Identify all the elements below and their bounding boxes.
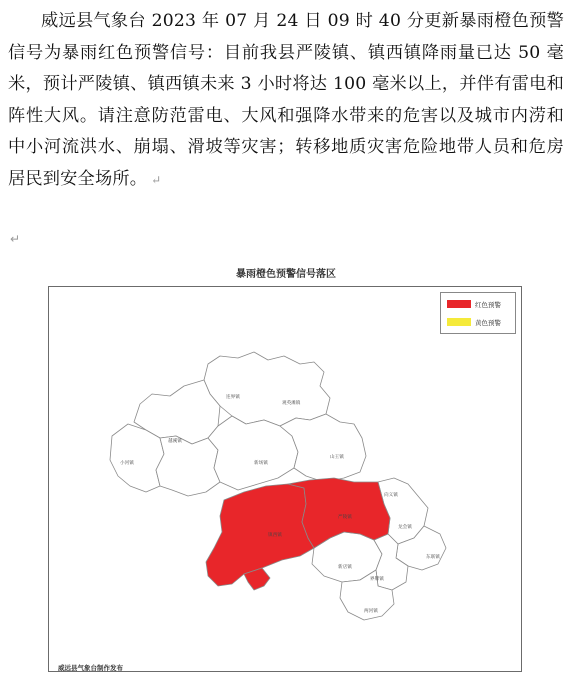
empty-line-mark-icon: ↵ bbox=[10, 232, 21, 246]
town-label-xinchang: 新场镇 bbox=[254, 461, 268, 466]
legend-item-red bbox=[447, 299, 501, 309]
map-region-north bbox=[204, 352, 330, 426]
county-map bbox=[48, 286, 522, 672]
town-label-xiangyi: 向义镇 bbox=[384, 493, 398, 498]
map-title: 暴雨橙色预警信号落区 bbox=[236, 269, 336, 280]
legend-label-red: 红色预警 bbox=[475, 300, 501, 309]
town-label-donglian: 东联镇 bbox=[426, 555, 440, 560]
warning-notice-text: 威远县气象台 2023 年 07 月 24 日 09 时 40 分更新暴雨橙色预警信号为暴雨红色预警信号：目前我县严陵镇、镇西镇降雨量已达 50 毫米，预计严陵镇、镇西镇未来 3 小时将达 100 毫米以上，并伴有雷电和阵性大风。请注意防范雷电、大风和强降水带来的危害以及城市内涝和中小河流洪水、崩塌、滑坡等灾害；转移地质灾害危险地带人员和危房居民到安全场所。 bbox=[8, 11, 564, 189]
town-label-lianghe: 两河镇 bbox=[364, 609, 378, 614]
town-label-jiepai: 界牌镇 bbox=[370, 577, 384, 582]
legend-item-yellow bbox=[447, 317, 501, 327]
map-footer-publisher: 威远县气象台制作发布 bbox=[58, 664, 123, 672]
town-label-xiaohe: 小河镇 bbox=[120, 461, 134, 466]
legend-swatch-yellow bbox=[447, 318, 471, 326]
legend-swatch-red bbox=[447, 300, 471, 308]
town-label-yuexi: 越溪镇 bbox=[168, 439, 182, 444]
town-label-xindian: 新店镇 bbox=[338, 565, 352, 570]
town-label-shanwang: 山王镇 bbox=[330, 455, 344, 460]
paragraph-mark-icon: ↵ bbox=[151, 172, 162, 187]
map-legend bbox=[440, 292, 516, 334]
map-region-west-center bbox=[156, 436, 220, 496]
town-label-zhenxi: 镇西镇 bbox=[268, 533, 282, 538]
town-label-yanling: 严陵镇 bbox=[338, 515, 352, 520]
legend-label-yellow: 黄色预警 bbox=[475, 318, 501, 327]
warning-notice-paragraph bbox=[8, 6, 564, 196]
town-label-guanyingtan: 观英滩镇 bbox=[282, 401, 301, 406]
town-label-longhui: 龙会镇 bbox=[398, 525, 412, 530]
town-label-lianjie: 连界镇 bbox=[226, 395, 240, 400]
